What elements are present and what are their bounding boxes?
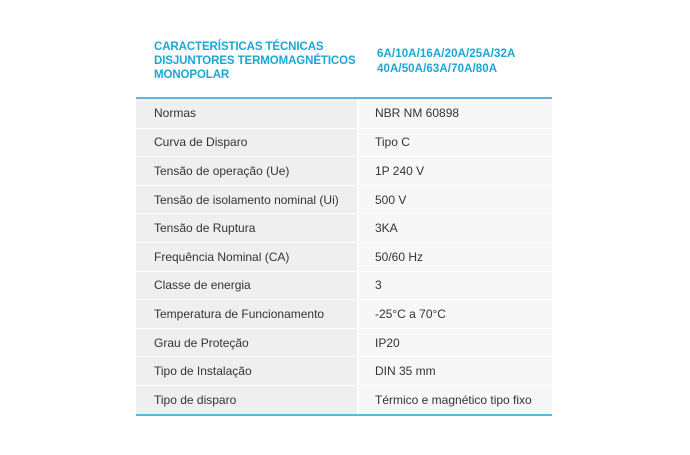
table-row [136, 356, 552, 385]
table-row [136, 328, 552, 357]
row-value: 3KA [359, 213, 552, 242]
row-label: Normas [136, 99, 359, 128]
row-label: Frequência Nominal (CA) [136, 242, 359, 271]
title-line: CARACTERÍSTICAS TÉCNICAS [154, 41, 324, 53]
table-row [136, 185, 552, 214]
model-ratings [377, 47, 552, 77]
row-label: Tensão de operação (Ue) [136, 156, 359, 185]
table-row [136, 213, 552, 242]
title-line: MONOPOLAR [154, 69, 230, 81]
row-label: Curva de Disparo [136, 128, 359, 157]
row-value: Tipo C [359, 128, 552, 157]
table-row [136, 299, 552, 328]
table-header [136, 36, 552, 99]
table-body [136, 99, 552, 416]
row-value: 3 [359, 271, 552, 300]
row-label: Tipo de Instalação [136, 356, 359, 385]
model-line: 6A/10A/16A/20A/25A/32A [377, 48, 516, 60]
table-row [136, 156, 552, 185]
row-value: NBR NM 60898 [359, 99, 552, 128]
table-row [136, 99, 552, 128]
table-row [136, 128, 552, 157]
row-label: Grau de Proteção [136, 328, 359, 357]
model-line: 40A/50A/63A/70A/80A [377, 63, 498, 75]
row-label: Classe de energia [136, 271, 359, 300]
row-value: Térmico e magnético tipo fixo [359, 385, 552, 414]
row-value: 1P 240 V [359, 156, 552, 185]
table-title [154, 40, 364, 82]
title-line: DISJUNTORES TERMOMAGNÉTICOS [154, 55, 356, 67]
row-value: -25°C a 70°C [359, 299, 552, 328]
row-value: IP20 [359, 328, 552, 357]
row-label: Temperatura de Funcionamento [136, 299, 359, 328]
table-row [136, 271, 552, 300]
row-label: Tensão de isolamento nominal (Ui) [136, 185, 359, 214]
row-value: DIN 35 mm [359, 356, 552, 385]
table-row [136, 385, 552, 414]
spec-table [136, 36, 552, 416]
row-label: Tensão de Ruptura [136, 213, 359, 242]
row-label: Tipo de disparo [136, 385, 359, 414]
row-value: 500 V [359, 185, 552, 214]
table-row [136, 242, 552, 271]
row-value: 50/60 Hz [359, 242, 552, 271]
